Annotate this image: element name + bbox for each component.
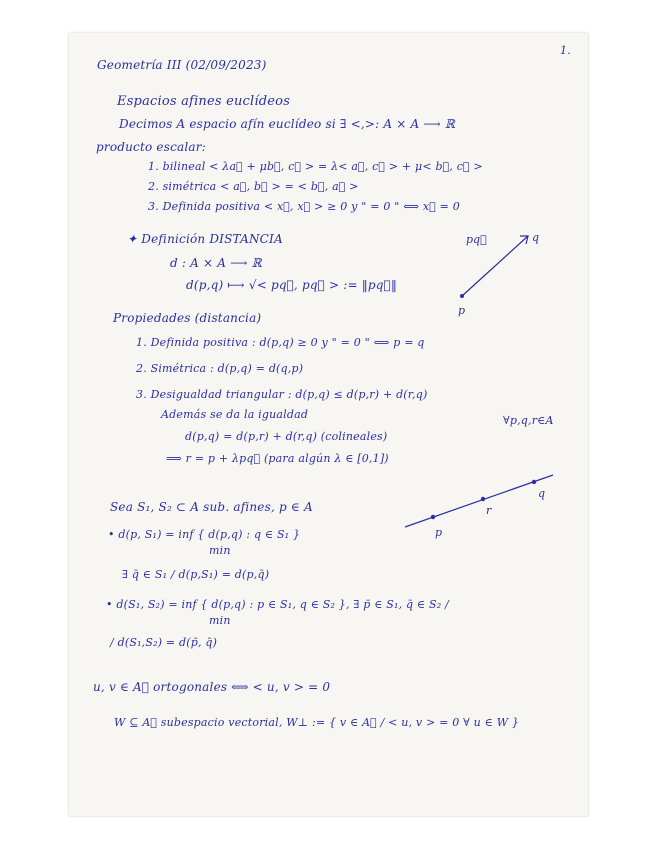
min-annotation-2: min (209, 614, 231, 627)
property-symmetric: 2. simétrica < a⃗, b⃗ > = < b⃗, a⃗ > (148, 180, 359, 193)
equality-formula: d(p,q) = d(p,r) + d(r,q) (colineales) (185, 430, 388, 443)
exists-closest-pair: / d(S₁,S₂) = d(p̄, q̄) (110, 636, 218, 649)
subspaces-intro: Sea S₁, S₂ ⊂ A sub. afines, p ∈ A (110, 500, 313, 514)
distance-point-subspace: • d(p, S₁) = inf { d(p,q) : q ∈ S₁ } (108, 528, 301, 541)
point-p-label: p (458, 304, 466, 317)
orthogonal-complement: W ⊆ A⃗ subespacio vectorial, W⊥ := { v ∈ A⃗ / < u, v > = 0 ∀ u ∈ W } (114, 716, 520, 729)
distance-property-2: 2. Simétrica : d(p,q) = d(q,p) (136, 362, 304, 375)
vector-pq-label: pq⃗ (466, 233, 487, 246)
distance-property-3: 3. Desigualdad triangular : d(p,q) ≤ d(p,r) + d(r,q) (136, 388, 428, 401)
page-title: Geometría III (02/09/2023) (97, 58, 267, 72)
section-heading: Espacios afines euclídeos (117, 94, 291, 109)
exists-closest-point: ∃ q̄ ∈ S₁ / d(p,S₁) = d(p,q̄) (122, 568, 270, 581)
properties-title: Propiedades (distancia) (113, 311, 262, 325)
forall-note: ∀p,q,r∈A (503, 414, 554, 427)
intro-line-scalar-product: producto escalar: (96, 140, 206, 154)
distance-definition-title: ✦ Definición DISTANCIA (127, 232, 283, 246)
point-r-label: r (486, 504, 492, 517)
point-q-label: q (538, 487, 546, 500)
collinear-implication: ⟹ r = p + λpq⃗ (para algún λ ∈ [0,1]) (166, 452, 389, 465)
distance-property-1: 1. Definida positiva : d(p,q) ≥ 0 y " = 0 " ⟺ p = q (136, 336, 425, 349)
intro-line: Decimos A espacio afín euclídeo si ∃ <,>: A × A ⟶ ℝ (119, 117, 455, 131)
distance-subspace-subspace: • d(S₁, S₂) = inf { d(p,q) : p ∈ S₁, q ∈ S₂ }, ∃ p̄ ∈ S₁, q̄ ∈ S₂ / (106, 598, 449, 611)
distance-definition-map: d : A × A ⟶ ℝ (170, 256, 262, 270)
point-p-label: p (435, 526, 443, 539)
equality-note: Además se da la igualdad (161, 408, 309, 421)
orthogonal-definition: u, v ∈ A⃗ ortogonales ⟺ < u, v > = 0 (93, 680, 331, 694)
min-annotation-1: min (209, 544, 231, 557)
distance-definition-formula: d(p,q) ⟼ √< pq⃗, pq⃗ > := ‖pq⃗‖ (186, 278, 398, 292)
page-number: 1. (560, 44, 571, 57)
property-bilinear: 1. bilineal < λa⃗ + μb⃗, c⃗ > = λ< a⃗, c⃗ > + μ< b⃗, c⃗ > (148, 160, 483, 173)
point-q-label: q (532, 231, 540, 244)
property-positive-definite: 3. Definida positiva < x⃗, x⃗ > ≥ 0 y " = 0 " ⟺ x⃗ = 0 (148, 200, 460, 213)
